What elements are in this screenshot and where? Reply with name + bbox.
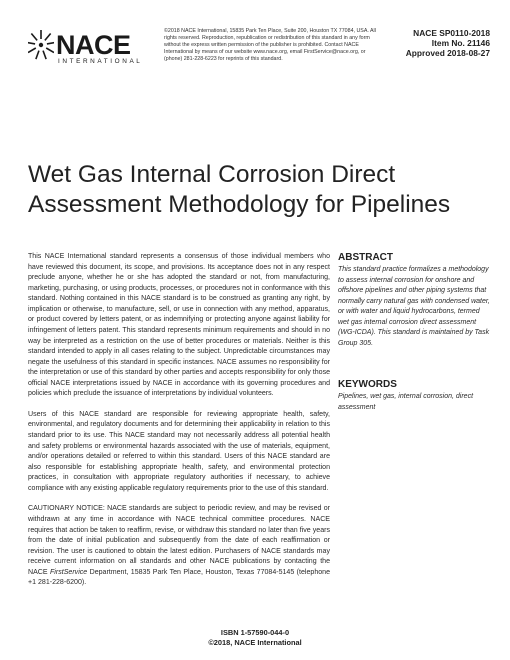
logo-wordmark: NACE: [56, 30, 131, 60]
cautionary-text-2: Department, 15835 Park Ten Place, Houston, Texas 77084-5145 (telephone +1 281-228-6200).: [28, 568, 330, 587]
document-title: [28, 160, 498, 220]
firstservice-italic: FirstService: [50, 568, 88, 576]
keywords-heading: KEYWORDS: [338, 379, 397, 390]
nace-globe-icon: [28, 28, 54, 62]
copyright-text: ©2018 NACE International, 15835 Park Ten Place, Suite 200, Houston TX 77084, USA. All rights reserved. Reproduction, republication or redistribution of this standard in any form without the express written permission of the publisher is prohibited. Contact NACE International by means of our website www.nace.org, email FirstService@nace.org, or (phone) 281-228-6223 for reprints of this standard.: [164, 28, 376, 62]
abstract-text: This standard practice formalizes a methodology to assess internal corrosion for onshore and offshore pipelines and other piping systems that normally carry natural gas with condensed water, or with water and liquid hydrocarbons, termed wet gas internal corrosion direct assessment (WG-ICDA). This standard is maintained by Task Group 305.: [338, 266, 490, 347]
standard-number: NACE SP0110-2018: [413, 28, 490, 38]
keywords-text: Pipelines, wet gas, internal corrosion, direct assessment: [338, 393, 474, 411]
users-responsibility-paragraph: Users of this NACE standard are responsible for reviewing appropriate health, safety, environmental, and regulatory documents and for determining their applicability in relation to this standard prior to its use. This NACE standard may not necessarily address all potential health and safety problems or environmental hazards associated with the use of materials, equipment, and/or operations detailed or referred to within this standard. Users of this NACE standard are also responsible for establishing appropriate health, safety, and environmental protection practices, in consultation with appropriate regulatory authorities if necessary, to achieve compliance with any existing applicable regulatory requirements prior to the use of this standard.: [28, 410, 330, 492]
approval-date: Approved 2018-08-27: [405, 48, 490, 59]
item-number: Item No. 21146: [431, 38, 490, 49]
logo-subtitle: INTERNATIONAL: [58, 58, 143, 65]
sidebar-column: [338, 252, 490, 413]
copyright-notice: [164, 28, 382, 63]
title-line-1: Wet Gas Internal Corrosion Direct: [28, 161, 396, 188]
main-body-column: [28, 252, 330, 599]
cautionary-notice-paragraph: [28, 504, 330, 589]
isbn: ISBN 1-57590-044-0: [220, 628, 290, 637]
footer-copyright: ©2018, NACE International: [208, 637, 302, 647]
title-line-2: Assessment Methodology for Pipelines: [28, 190, 451, 218]
document-id-block: [406, 28, 490, 58]
nace-logo: [28, 28, 158, 68]
abstract-heading: ABSTRACT: [338, 252, 393, 263]
consensus-paragraph: This NACE International standard represents a consensus of those individual members who have reviewed this document, its scope, and provisions. Its acceptance does not in any respect preclude anyone, whether he or she has adopted the standard or not, from manufacturing, marketing, purchasing, or using products, processes, or procedures not in conformance with this standard. Nothing contained in this NACE standard is to be construed as granting any right, by implication or otherwise, to manufacture, sell, or use in connection with any method, apparatus, or product covered by letters patent, or as indemnifying or protecting anyone against liability for infringement of letters patent. This standard represents minimum requirements and should in no way be interpreted as a restriction on the use of better procedures or materials. Neither is this standard intended to apply in all cases relating to the subject. Unpredictable circumstances may negate the usefulness of this standard in specific instances. NACE assumes no responsibility for the interpretation or use of this standard by other parties and accepts responsibility for only those official NACE interpretations issued by NACE in accordance with its governing procedures and policies which preclude the issuance of interpretations by individual volunteers.: [28, 253, 331, 398]
footer: [0, 628, 510, 648]
cautionary-text-1: CAUTIONARY NOTICE: NACE standards are subject to periodic review, and may be revised or withdrawn at any time in accordance with NACE technical committee procedures. NACE requires that action be taken to reaffirm, revise, or withdraw this standard no later than five years from the date of initial publication and subsequently from the date of each reaffirmation or revision. The user is cautioned to obtain the latest edition. Purchasers of NACE standards may receive current information on all standards and other NACE publications by contacting the NACE: [28, 505, 330, 576]
